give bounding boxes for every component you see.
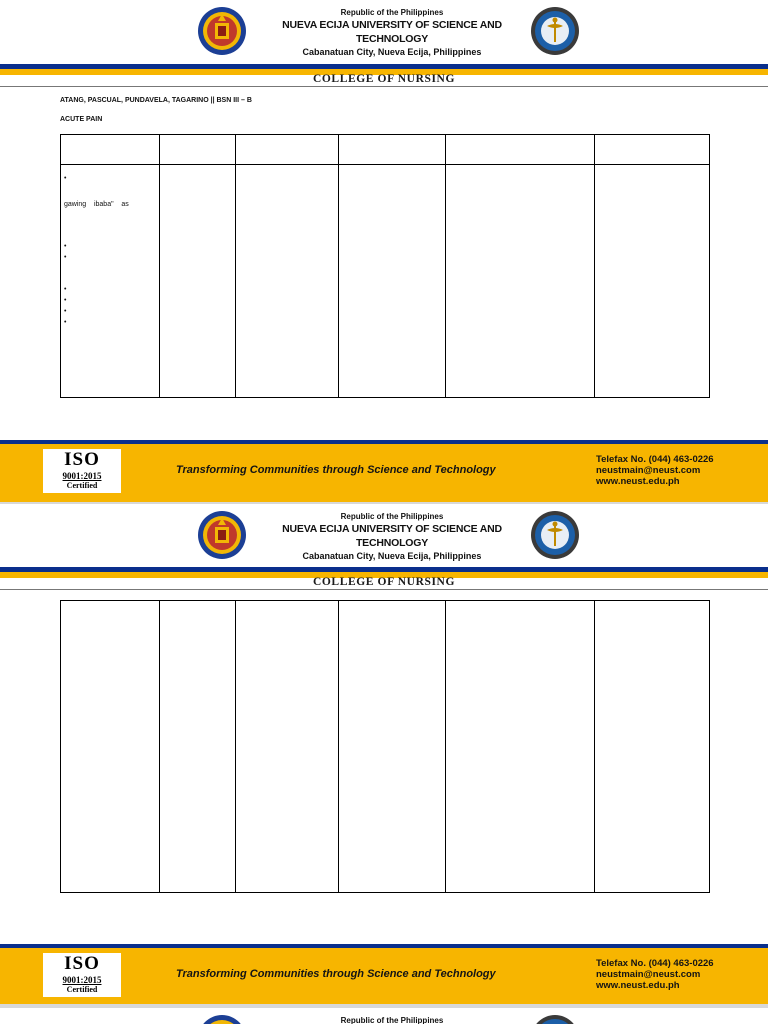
table-cell <box>339 601 446 893</box>
bullet: • <box>64 297 67 304</box>
table-cell <box>339 165 446 398</box>
university-location: Cabanatuan City, Nueva Ecija, Philippines <box>302 551 482 561</box>
college-seal-icon <box>530 6 580 56</box>
page-header <box>0 504 768 566</box>
table-cell <box>595 165 710 398</box>
telefax: Telefax No. (044) 463-0226 <box>596 454 714 465</box>
footer-tagline: Transforming Communities through Science and Technology <box>176 464 496 476</box>
neust-seal-icon <box>197 1014 247 1024</box>
header-cell <box>446 135 595 165</box>
email-link[interactable]: neustmain@neust.com <box>596 969 701 980</box>
cell-text: gawing ibaba" as <box>64 201 129 208</box>
bullet: • <box>64 286 67 293</box>
college-title: COLLEGE OF NURSING <box>312 576 455 588</box>
footer-contact <box>596 958 714 991</box>
table-cell <box>446 165 595 398</box>
telefax: Telefax No. (044) 463-0226 <box>596 958 714 969</box>
bullet: • <box>64 243 67 250</box>
header-cell <box>61 135 160 165</box>
header-text <box>252 512 532 562</box>
iso-badge: ISO 9001:2015 Certified <box>43 953 121 997</box>
college-underline <box>0 589 768 590</box>
email-link[interactable]: neustmain@neust.com <box>596 465 701 476</box>
page-header <box>0 1008 768 1024</box>
table-cell <box>595 601 710 893</box>
page-footer <box>0 944 768 1004</box>
assessment-cell <box>61 165 160 398</box>
neust-seal-icon <box>197 510 247 560</box>
republic-label: Republic of the Philippines <box>340 512 444 521</box>
header-cell <box>595 135 710 165</box>
website-link[interactable]: www.neust.edu.ph <box>596 980 680 991</box>
header-text <box>252 8 532 58</box>
college-title: COLLEGE OF NURSING <box>312 73 455 85</box>
header-text <box>252 1016 532 1024</box>
table-cell <box>446 601 595 893</box>
university-location: Cabanatuan City, Nueva Ecija, Philippines <box>302 47 482 57</box>
neust-seal-icon <box>197 6 247 56</box>
college-underline <box>0 86 768 87</box>
page-footer <box>0 440 768 502</box>
college-seal-icon <box>530 1014 580 1024</box>
header-cell <box>339 135 446 165</box>
republic-label: Republic of the Philippines <box>340 8 444 17</box>
diagnosis-title: ACUTE PAIN <box>60 116 103 123</box>
page-3 <box>0 1008 768 1024</box>
republic-label: Republic of the Philippines <box>340 1016 444 1024</box>
header-cell <box>236 135 339 165</box>
bullet: • <box>64 175 67 182</box>
table-cell <box>160 165 236 398</box>
care-plan-table <box>60 134 710 398</box>
page-1 <box>0 0 768 502</box>
iso-badge: ISO 9001:2015 Certified <box>43 449 121 493</box>
bullet: • <box>64 308 67 315</box>
university-name: NUEVA ECIJA UNIVERSITY OF SCIENCE AND TECHNOLOGY <box>282 523 502 549</box>
footer-tagline: Transforming Communities through Science and Technology <box>176 968 496 980</box>
table-row <box>61 601 710 893</box>
college-seal-icon <box>530 510 580 560</box>
footer-contact <box>596 454 714 487</box>
table-row <box>61 165 710 398</box>
bullet: • <box>64 319 67 326</box>
table-cell <box>236 165 339 398</box>
website-link[interactable]: www.neust.edu.ph <box>596 476 680 487</box>
page-header <box>0 0 768 62</box>
table-cell <box>236 601 339 893</box>
care-plan-table-continued <box>60 600 710 893</box>
group-members: ATANG, PASCUAL, PUNDAVELA, TAGARINO || BSN III – B <box>60 97 252 104</box>
bullet: • <box>64 254 67 261</box>
table-cell <box>61 601 160 893</box>
page-2 <box>0 504 768 1004</box>
header-cell <box>160 135 236 165</box>
table-header-row <box>61 135 710 165</box>
table-cell <box>160 601 236 893</box>
university-name: NUEVA ECIJA UNIVERSITY OF SCIENCE AND TECHNOLOGY <box>282 19 502 45</box>
